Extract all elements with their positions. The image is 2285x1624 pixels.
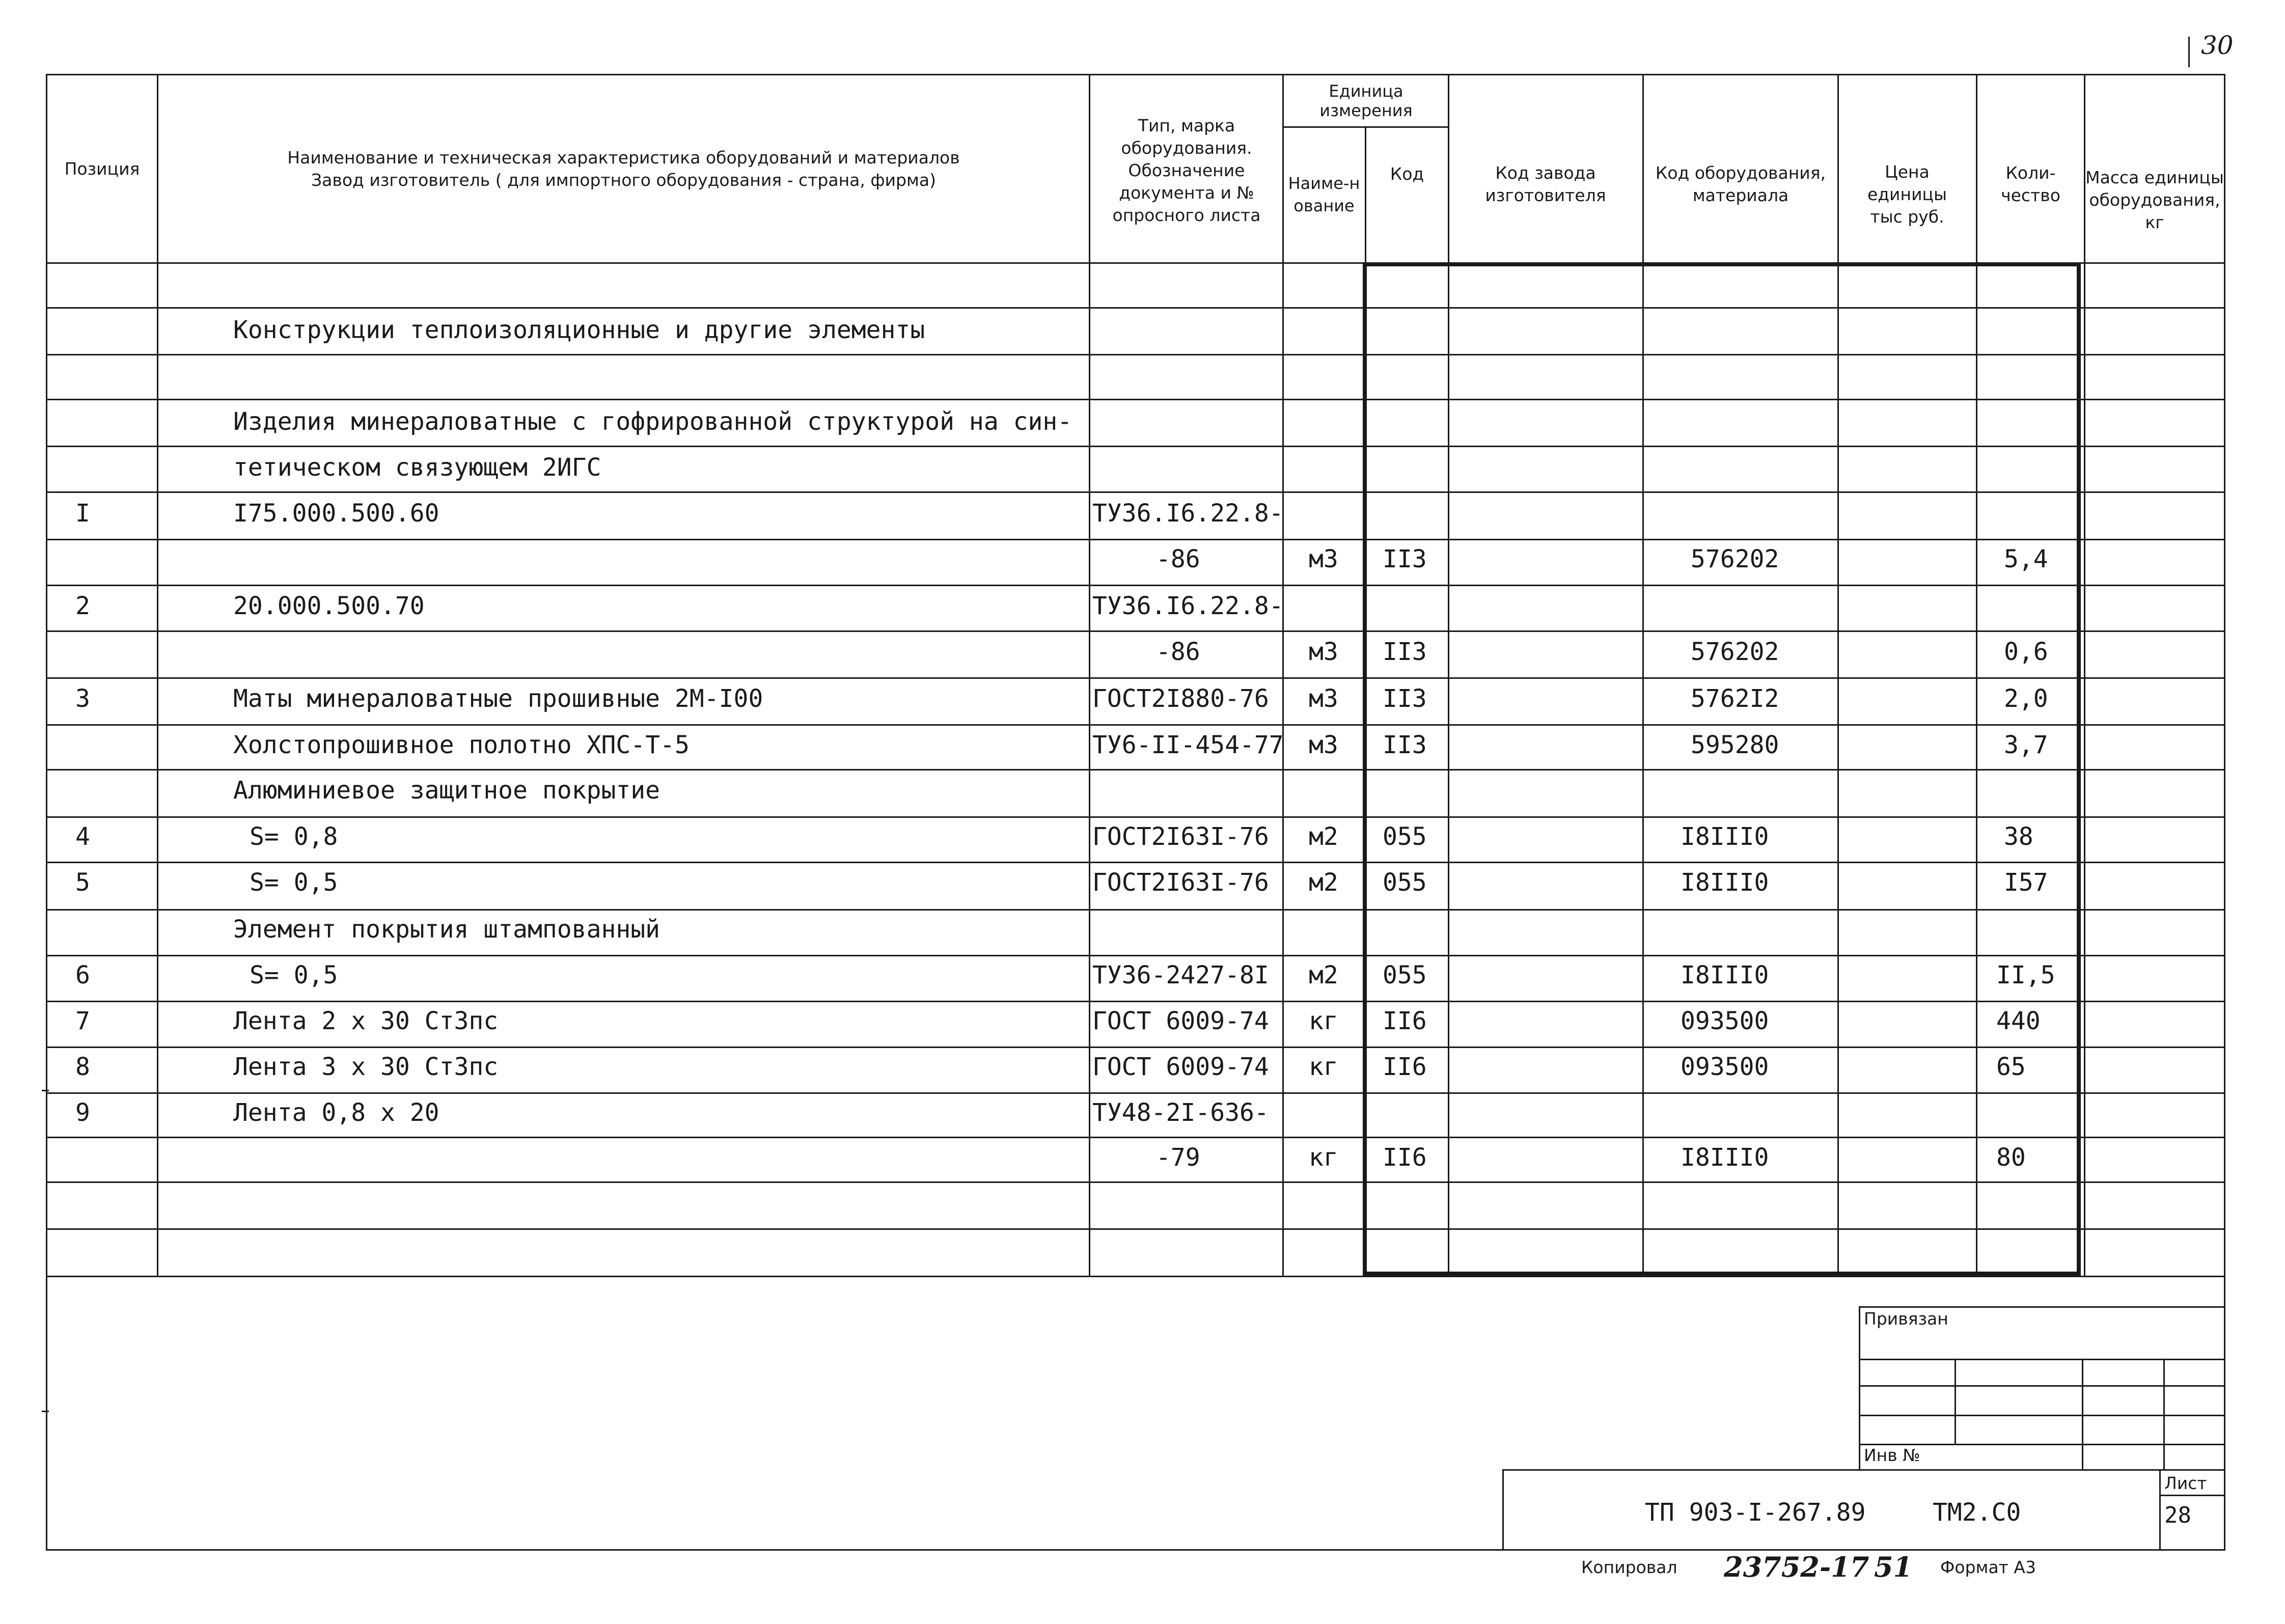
table-cell-equip: 5762I2 [1691, 684, 1779, 713]
table-cell-name: Лента 2 x 30 Ст3пс [233, 1007, 499, 1035]
table-cell-doc: ТУ36.I6.22.8- [1092, 592, 1284, 620]
table-cell-pos: 8 [75, 1053, 90, 1081]
table-cell-qty: 65 [1996, 1053, 2026, 1081]
table-cell-code: II6 [1383, 1053, 1427, 1081]
header-name [158, 75, 1089, 262]
table-cell-doc: ГОСТ2I63I-76 [1092, 868, 1269, 897]
table-cell-code: II3 [1383, 545, 1427, 573]
header-unit-group: Единица измерения [1319, 81, 1413, 120]
header-quantity: Коли-чество [2001, 163, 2060, 205]
header-name-line2: Завод изготовитель ( для импортного оборудования - страна, фирма) [311, 170, 936, 190]
table-cell-equip: I8III0 [1681, 961, 1769, 989]
footer-copy-extra: 51 [1874, 1551, 1913, 1583]
table-cell-doc: ГОСТ 6009-74 [1092, 1007, 1269, 1035]
table-cell-unit: кг [1309, 1143, 1338, 1172]
code-columns-box [1363, 262, 2081, 1276]
table-cell-doc: ТУ6-II-454-77 [1092, 731, 1284, 759]
table-cell-pos: 3 [75, 684, 90, 713]
table-cell-code: 055 [1383, 822, 1427, 851]
table-cell-pos: 9 [75, 1098, 90, 1127]
table-cell-qty: 440 [1996, 1007, 2041, 1035]
table-cell-doc: -79 [1156, 1143, 1200, 1172]
table-cell-doc: ГОСТ2I63I-76 [1092, 822, 1269, 851]
table-cell-code: II3 [1383, 731, 1427, 759]
table-cell-pos: 6 [75, 961, 90, 989]
table-cell-name: Маты минераловатные прошивные 2М-I00 [233, 684, 763, 713]
table-cell-qty: I57 [2004, 868, 2048, 897]
footer-format: Формат А3 [1940, 1557, 2036, 1577]
table-cell-code: II6 [1383, 1143, 1427, 1172]
table-cell-name: Элемент покрытия штампованный [233, 915, 660, 944]
table-cell-equip: 576202 [1691, 638, 1779, 666]
header-unit-mass: Масса единицы оборудования, кг [2085, 167, 2224, 232]
corner-tick [2188, 37, 2190, 67]
table-cell-equip: 576202 [1691, 545, 1779, 573]
table-cell-unit: кг [1309, 1053, 1338, 1081]
footer-copy-number: 23752-17 [1724, 1551, 1869, 1583]
header-unit-code: Код [1390, 164, 1424, 184]
stamp-sheet-number: 28 [2164, 1502, 2191, 1528]
table-cell-equip: 093500 [1681, 1007, 1769, 1035]
sheet-corner-mark: 30 [2201, 31, 2234, 60]
header-equipment-code: Код оборудования, материала [1655, 163, 1826, 205]
table-cell-equip: I8III0 [1681, 1143, 1769, 1172]
table-cell-code: 055 [1383, 961, 1427, 989]
table-cell-pos: 2 [75, 592, 90, 620]
table-cell-code: II3 [1383, 684, 1427, 713]
header-unit-name: Наиме-нование [1288, 174, 1360, 215]
table-cell-doc: ГОСТ 6009-74 [1092, 1053, 1269, 1081]
table-cell-unit: м3 [1309, 545, 1338, 573]
table-cell-name: тетическом связующем 2ИГС [233, 453, 601, 482]
table-cell-doc: ТУ36-2427-8I [1092, 961, 1269, 989]
table-cell-unit: кг [1309, 1007, 1338, 1035]
table-cell-doc: -86 [1156, 638, 1200, 666]
table-cell-qty: 38 [2004, 822, 2033, 851]
table-cell-qty: II,5 [1996, 961, 2055, 989]
table-cell-name: S= 0,5 [250, 868, 338, 897]
table-cell-code: II6 [1383, 1007, 1427, 1035]
table-cell-name: Конструкции теплоизоляционные и другие элементы [233, 316, 925, 344]
table-cell-pos: 4 [75, 822, 90, 851]
table-cell-equip: I8III0 [1681, 868, 1769, 897]
stamp-sheet-label: Лист [2164, 1473, 2207, 1493]
table-cell-code: II3 [1383, 638, 1427, 666]
table-cell-doc: ГОСТ2I880-76 [1092, 684, 1269, 713]
header-unit-price: Цена единицы тыс руб. [1867, 162, 1947, 227]
table-cell-qty: 3,7 [2004, 731, 2048, 759]
stamp-designation: ТП 903-I-267.89 [1645, 1498, 1866, 1527]
table-cell-unit: м3 [1309, 731, 1338, 759]
table-cell-doc: ТУ36.I6.22.8- [1092, 499, 1284, 528]
table-cell-equip: 093500 [1681, 1053, 1769, 1081]
table-cell-name: Холстопрошивное полотно ХПС-Т-5 [233, 731, 690, 759]
table-cell-unit: м2 [1309, 822, 1338, 851]
table-cell-unit: м2 [1309, 868, 1338, 897]
stamp-inv-no: Инв № [1864, 1445, 1920, 1465]
table-cell-equip: 595280 [1691, 731, 1779, 759]
table-cell-name: S= 0,8 [250, 822, 338, 851]
table-cell-qty: 2,0 [2004, 684, 2048, 713]
header-factory-code: Код завода изготовителя [1485, 163, 1606, 205]
table-cell-unit: м3 [1309, 684, 1338, 713]
header-position: Позиция [64, 158, 140, 179]
stamp-privyazan: Привязан [1864, 1309, 1948, 1329]
table-cell-pos: 5 [75, 868, 90, 897]
table-cell-unit: м2 [1309, 961, 1338, 989]
table-cell-qty: 0,6 [2004, 638, 2048, 666]
table-cell-doc: ТУ48-2I-636- [1092, 1098, 1269, 1127]
table-cell-equip: I8III0 [1681, 822, 1769, 851]
table-cell-qty: 80 [1996, 1143, 2026, 1172]
table-cell-name: Лента 3 x 30 Ст3пс [233, 1053, 499, 1081]
header-type-mark: Тип, марка оборудования. Обозначение документа и № опросного листа [1112, 116, 1261, 225]
table-cell-pos: 7 [75, 1007, 90, 1035]
footer-copied-label: Копировал [1581, 1557, 1677, 1577]
table-cell-name: Алюминиевое защитное покрытие [233, 776, 660, 805]
table-cell-name: 20.000.500.70 [233, 592, 425, 620]
table-cell-name: Лента 0,8 x 20 [233, 1098, 439, 1127]
stamp-mark: ТМ2.С0 [1933, 1498, 2021, 1527]
table-cell-name: S= 0,5 [250, 961, 338, 989]
table-cell-unit: м3 [1309, 638, 1338, 666]
header-name-line1: Наименование и техническая характеристика оборудований и материалов [287, 147, 960, 168]
table-cell-name: Изделия минераловатные с гофрированной структурой на син- [233, 407, 1072, 436]
table-cell-qty: 5,4 [2004, 545, 2048, 573]
table-cell-name: I75.000.500.60 [233, 499, 439, 528]
table-cell-doc: -86 [1156, 545, 1200, 573]
table-cell-code: 055 [1383, 868, 1427, 897]
table-cell-pos: I [75, 499, 90, 528]
